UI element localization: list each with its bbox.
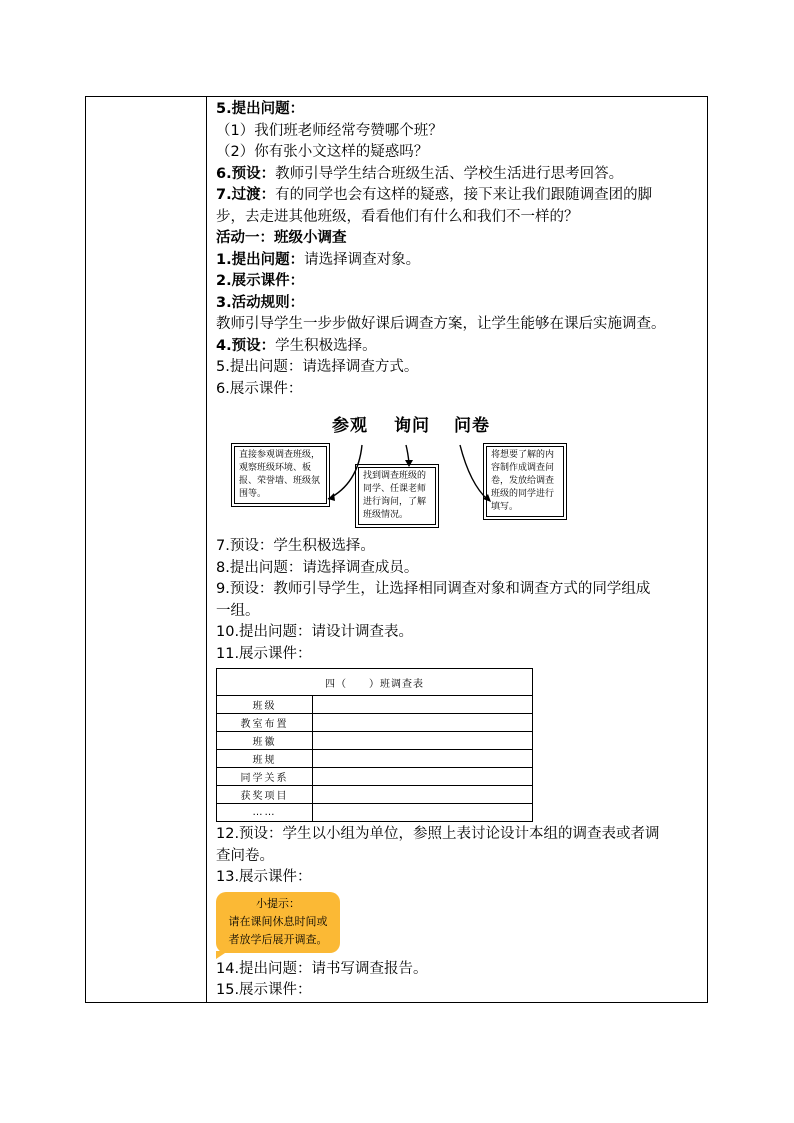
survey-table <box>216 668 533 822</box>
text-line: 一组。 <box>216 602 260 619</box>
line-text: 5.提出问题：请选择调查方式。 <box>216 359 419 375</box>
visit-note: 直接参观调查班级，观察班级环境、板报、荣誉墙、班级氛围等。 <box>234 446 327 504</box>
text-line <box>216 271 706 293</box>
text-line: 14.提出问题：请书写调查报告。 <box>216 960 428 977</box>
table-row <box>217 750 533 768</box>
tip-title: 小提示： <box>256 896 300 910</box>
text-line <box>216 336 706 358</box>
row-value-cell <box>313 786 533 804</box>
line-text: （1）我们班老师经常夸赞哪个班？ <box>216 122 443 139</box>
row-value-cell <box>313 732 533 750</box>
text-line <box>216 164 706 186</box>
text-line <box>216 142 706 164</box>
column-divider <box>206 96 207 1003</box>
line-text: （2）你有张小文这样的疑惑吗？ <box>216 144 429 160</box>
line-bold-label: 3.活动规则： <box>216 294 305 311</box>
table-row <box>217 768 533 786</box>
tip-line-2: 者放学后展开调查。 <box>228 932 328 946</box>
line-bold-label: 5.提出问题： <box>216 101 305 117</box>
line-text: 教师引导学生一步步做好课后调查方案，让学生能够在课后实施调查。 <box>216 316 666 332</box>
text-line <box>216 185 706 207</box>
tip-tail <box>216 951 228 959</box>
lesson-steps-after-table <box>216 824 706 889</box>
row-value-cell <box>313 714 533 732</box>
row-value-cell <box>313 696 533 714</box>
text-line <box>216 121 706 143</box>
line-text: 有的同学也会有这样的疑惑，接下来让我们跟随调查团的脚 <box>275 187 653 203</box>
text-line <box>216 228 706 250</box>
line-text: 学生积极选择。 <box>275 337 377 354</box>
ask-note: 找到调查班级的同学、任课老师进行询问，了解班级情况。 <box>358 467 436 525</box>
line-bold-label: 7.过渡： <box>216 187 276 203</box>
lesson-content <box>216 99 706 1002</box>
survey-methods-figure <box>230 409 576 536</box>
row-label: 班徽 <box>217 732 313 750</box>
questionnaire-note: 将想要了解的内容制作成调查问卷，发放给调查班级的同学进行填写。 <box>486 446 564 517</box>
line-bold-label: 6.预设： <box>216 165 276 182</box>
table-row <box>217 696 533 714</box>
survey-table-title: 四（ ）班调查表 <box>217 669 533 696</box>
questionnaire-note-box <box>483 443 567 520</box>
text-line <box>216 207 706 229</box>
line-text: 请选择调查对象。 <box>304 251 421 268</box>
text-line: 15.展示课件： <box>216 982 312 998</box>
text-line: 查问卷。 <box>216 847 274 864</box>
line-text: 步，去走进其他班级，看看他们有什么和我们不一样的？ <box>216 208 579 225</box>
row-label: …… <box>217 804 313 822</box>
method-questionnaire-title: 问卷 <box>454 416 490 436</box>
text-line: 13.展示课件： <box>216 869 312 885</box>
text-line <box>216 99 706 121</box>
text-line <box>216 250 706 272</box>
text-line <box>216 293 706 315</box>
line-text: 6.展示课件： <box>216 380 303 397</box>
line-bold-label: 活动一：班级小调查 <box>216 230 347 246</box>
text-line: 10.提出问题：请设计调查表。 <box>216 624 414 640</box>
row-label: 教室布置 <box>217 714 313 732</box>
text-line: 8.提出问题：请选择调查成员。 <box>216 559 419 576</box>
table-row <box>217 804 533 822</box>
text-line: 12.预设：学生以小组为单位，参照上表讨论设计本组的调查表或者调 <box>216 826 660 842</box>
tip-bubble <box>216 892 340 953</box>
text-line: 9.预设：教师引导学生，让选择相同调查对象和调查方式的同学组成 <box>216 581 651 597</box>
visit-note-box <box>231 443 330 507</box>
ask-note-box <box>355 464 439 528</box>
text-line <box>216 314 706 336</box>
text-line <box>216 379 706 401</box>
row-label: 班级 <box>217 696 313 714</box>
text-line: 7.预设：学生积极选择。 <box>216 538 375 554</box>
line-bold-label: 1.提出问题： <box>216 251 305 268</box>
row-label: 班规 <box>217 750 313 768</box>
text-line <box>216 357 706 379</box>
row-value-cell <box>313 768 533 786</box>
table-row <box>217 732 533 750</box>
lesson-steps-top <box>216 99 706 400</box>
text-line: 11.展示课件： <box>216 645 312 662</box>
table-row <box>217 786 533 804</box>
method-visit-title: 参观 <box>332 416 368 436</box>
lesson-steps-mid <box>216 536 706 665</box>
row-value-cell <box>313 750 533 768</box>
row-label: 同学关系 <box>217 768 313 786</box>
lesson-steps-bottom <box>216 959 706 1002</box>
table-row <box>217 714 533 732</box>
row-label: 获奖项目 <box>217 786 313 804</box>
line-bold-label: 2.展示课件： <box>216 273 305 289</box>
tip-line-1: 请在课间休息时间或 <box>228 914 328 928</box>
row-value-cell <box>313 804 533 822</box>
line-text: 教师引导学生结合班级生活、学校生活进行思考回答。 <box>275 165 624 182</box>
method-ask-title: 询问 <box>394 416 430 436</box>
line-bold-label: 4.预设： <box>216 337 276 354</box>
